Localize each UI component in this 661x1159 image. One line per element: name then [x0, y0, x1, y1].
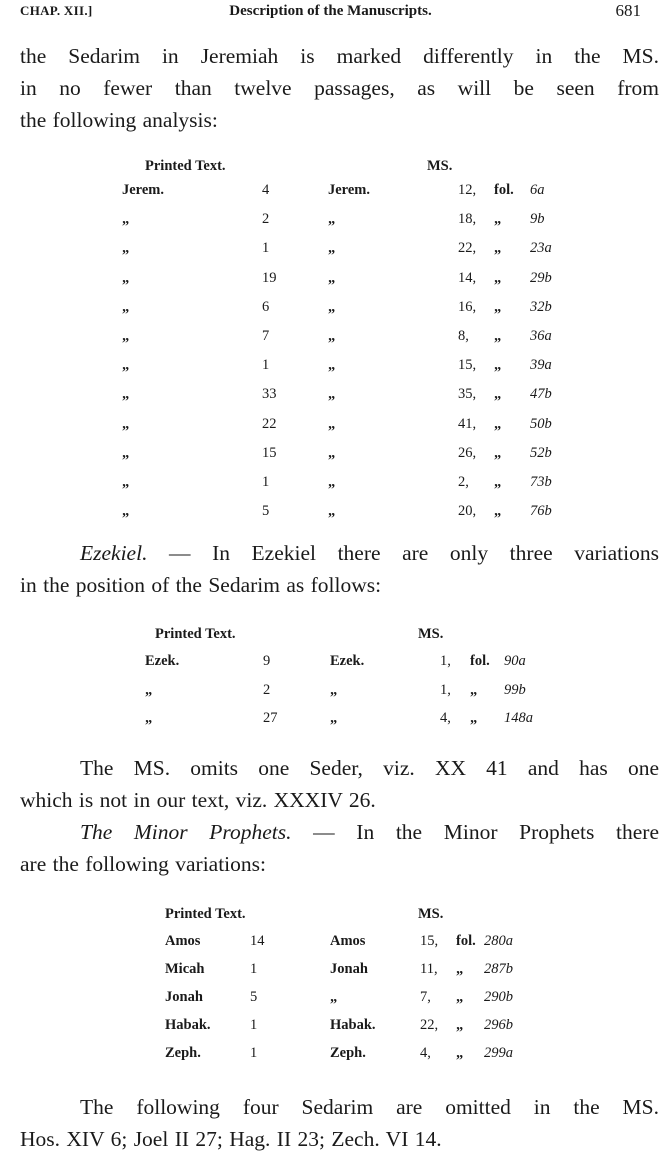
cell-b1: Amos — [165, 933, 201, 949]
cell-n2: 4, — [420, 1045, 431, 1061]
paragraph-ezekiel-line-2: in the position of the Sedarim as follows: — [20, 573, 382, 597]
cell-b2: „ — [328, 444, 336, 461]
cell-p: 52b — [530, 444, 552, 461]
header-ms: MS. — [418, 906, 444, 922]
cell-f: fol. — [456, 933, 476, 949]
paragraph-omits-line-1 — [20, 752, 659, 784]
cell-b2: „ — [328, 474, 336, 490]
cell-f: fol. — [494, 182, 514, 198]
header-ms: MS. — [427, 158, 453, 174]
cell-b1: „ — [145, 681, 153, 698]
cell-f: „ — [494, 415, 502, 432]
cell-p: 287b — [484, 961, 513, 977]
cell-p: 73b — [530, 474, 552, 490]
cell-n2: 11, — [420, 961, 438, 977]
cell-f: „ — [494, 444, 502, 461]
cell-b1: Jonah — [165, 989, 203, 1005]
cell-b2: Jerem. — [328, 182, 370, 198]
header-printed-text: Printed Text. — [145, 158, 226, 174]
paragraph-omitted-line-2: Hos. XIV 6; Joel II 27; Hag. II 23; Zech. VI 14. — [20, 1127, 442, 1151]
cell-f: „ — [494, 240, 502, 257]
cell-b1: „ — [122, 269, 130, 286]
cell-n2: 8, — [458, 328, 469, 344]
running-header — [20, 0, 641, 28]
cell-b1: „ — [122, 328, 130, 344]
cell-n1: 1 — [250, 1045, 258, 1061]
cell-b1: „ — [145, 710, 153, 726]
cell-n1: 1 — [262, 240, 270, 257]
cell-n1: 1 — [250, 1017, 258, 1033]
cell-p: 280a — [484, 933, 513, 949]
cell-n1: 14 — [250, 933, 265, 949]
cell-f: „ — [470, 681, 478, 698]
cell-f: „ — [494, 474, 502, 490]
running-title: Description of the Manuscripts. — [229, 3, 432, 19]
cell-f: „ — [494, 503, 502, 520]
chapter-label: CHAP. XII.] — [20, 3, 93, 18]
cell-b2: „ — [328, 503, 336, 520]
cell-n2: 41, — [458, 415, 477, 432]
cell-n2: 15, — [420, 933, 439, 949]
cell-b1: Jerem. — [122, 182, 164, 198]
cell-b1: Micah — [165, 961, 205, 977]
cell-n2: 12, — [458, 182, 477, 198]
paragraph-jeremiah-line-3: the following analysis: — [20, 108, 218, 132]
cell-b1: Ezek. — [145, 653, 180, 669]
cell-b2: „ — [330, 681, 338, 698]
cell-f: „ — [494, 386, 502, 403]
cell-p: 39a — [530, 357, 552, 374]
omitted-text-1: The following four Sedarim are omitted in the MS. — [80, 1095, 659, 1119]
cell-n1: 33 — [262, 386, 277, 403]
cell-f: „ — [494, 211, 502, 228]
cell-b1: „ — [122, 298, 130, 315]
cell-b2: „ — [330, 710, 338, 726]
paragraph-omits-line-2: which is not in our text, viz. XXXIV 26. — [20, 788, 376, 812]
cell-f: „ — [494, 298, 502, 315]
cell-n2: 1, — [440, 653, 451, 669]
cell-n2: 2, — [458, 474, 469, 490]
cell-n1: 2 — [262, 211, 270, 228]
cell-p: 76b — [530, 503, 552, 520]
cell-n2: 26, — [458, 444, 477, 461]
cell-b1: „ — [122, 240, 130, 257]
paragraph-ezekiel-line-1 — [20, 537, 659, 569]
cell-n2: 22, — [420, 1017, 439, 1033]
cell-n1: 1 — [250, 961, 258, 977]
cell-f: „ — [494, 269, 502, 286]
cell-b2: Ezek. — [330, 653, 365, 669]
cell-p: 32b — [530, 298, 552, 315]
cell-b1: „ — [122, 444, 130, 461]
ezekiel-heading: Ezekiel. — [80, 541, 148, 565]
cell-b2: „ — [328, 298, 336, 315]
cell-f: „ — [456, 1017, 464, 1033]
cell-f: „ — [456, 989, 464, 1005]
cell-n2: 14, — [458, 269, 477, 286]
cell-f: fol. — [470, 653, 490, 669]
cell-b1: Zeph. — [165, 1045, 201, 1061]
cell-n2: 1, — [440, 681, 451, 698]
cell-p: 299a — [484, 1045, 513, 1061]
cell-p: 148a — [504, 710, 533, 726]
cell-p: 23a — [530, 240, 552, 257]
cell-p: 36a — [530, 328, 552, 344]
cell-b2: „ — [328, 357, 336, 374]
paragraph-minor-line-2: are the following variations: — [20, 852, 266, 876]
cell-b1: „ — [122, 357, 130, 374]
paragraph-jeremiah-line-1: the Sedarim in Jeremiah is marked differently in the MS. — [20, 44, 659, 68]
cell-n1: 4 — [262, 182, 270, 198]
cell-n1: 6 — [262, 298, 270, 315]
cell-n2: 7, — [420, 989, 431, 1005]
cell-n2: 22, — [458, 240, 477, 257]
paragraph-omitted-line-1 — [20, 1091, 659, 1123]
cell-f: „ — [494, 328, 502, 344]
cell-b1: „ — [122, 503, 130, 520]
cell-b2: „ — [328, 240, 336, 257]
minor-prophets-heading: The Minor Prophets. — [80, 820, 292, 844]
cell-p: 47b — [530, 386, 552, 403]
cell-p: 296b — [484, 1017, 513, 1033]
cell-b2: „ — [330, 989, 338, 1005]
cell-b2: „ — [328, 269, 336, 286]
cell-n1: 2 — [263, 681, 271, 698]
cell-p: 290b — [484, 989, 513, 1005]
page-number: 681 — [615, 1, 641, 20]
cell-n1: 19 — [262, 269, 277, 286]
cell-n2: 4, — [440, 710, 451, 726]
cell-n2: 20, — [458, 503, 477, 520]
cell-p: 50b — [530, 415, 552, 432]
cell-b2: Zeph. — [330, 1045, 366, 1061]
cell-n1: 5 — [250, 989, 258, 1005]
cell-f: „ — [456, 1045, 464, 1061]
cell-b2: „ — [328, 211, 336, 228]
cell-b2: Amos — [330, 933, 366, 949]
ezekiel-intro: — In Ezekiel there are only three variations — [147, 541, 659, 565]
cell-p: 90a — [504, 653, 526, 669]
cell-b2: „ — [328, 415, 336, 432]
cell-b1: „ — [122, 211, 130, 228]
omits-text-1: The MS. omits one Seder, viz. XX 41 and has one — [80, 756, 659, 780]
cell-p: 9b — [530, 211, 545, 228]
cell-n1: 1 — [262, 474, 270, 490]
paragraph-minor-line-1 — [20, 816, 659, 848]
cell-p: 29b — [530, 269, 552, 286]
cell-n1: 15 — [262, 444, 277, 461]
cell-b1: „ — [122, 386, 130, 403]
cell-n2: 15, — [458, 357, 477, 374]
cell-n1: 27 — [263, 710, 278, 726]
header-printed-text: Printed Text. — [165, 906, 246, 922]
cell-b2: „ — [328, 386, 336, 403]
cell-b2: Habak. — [330, 1017, 376, 1033]
header-ms: MS. — [418, 626, 444, 642]
cell-n1: 1 — [262, 357, 270, 374]
paragraph-jeremiah-line-2: in no fewer than twelve passages, as will be seen from — [20, 76, 659, 100]
cell-f: „ — [494, 357, 502, 374]
minor-prophets-intro: — In the Minor Prophets there — [291, 820, 659, 844]
cell-f: „ — [456, 961, 464, 977]
cell-n2: 18, — [458, 211, 477, 228]
header-printed-text: Printed Text. — [155, 626, 236, 642]
cell-n2: 16, — [458, 298, 477, 315]
cell-b1: „ — [122, 415, 130, 432]
cell-b1: Habak. — [165, 1017, 211, 1033]
cell-b2: Jonah — [330, 961, 368, 977]
cell-n1: 5 — [262, 503, 270, 520]
cell-n1: 22 — [262, 415, 277, 432]
cell-n1: 9 — [263, 653, 271, 669]
cell-p: 6a — [530, 182, 545, 198]
cell-b1: „ — [122, 474, 130, 490]
cell-n2: 35, — [458, 386, 477, 403]
cell-b2: „ — [328, 328, 336, 344]
cell-f: „ — [470, 710, 478, 726]
cell-p: 99b — [504, 681, 526, 698]
cell-n1: 7 — [262, 328, 270, 344]
